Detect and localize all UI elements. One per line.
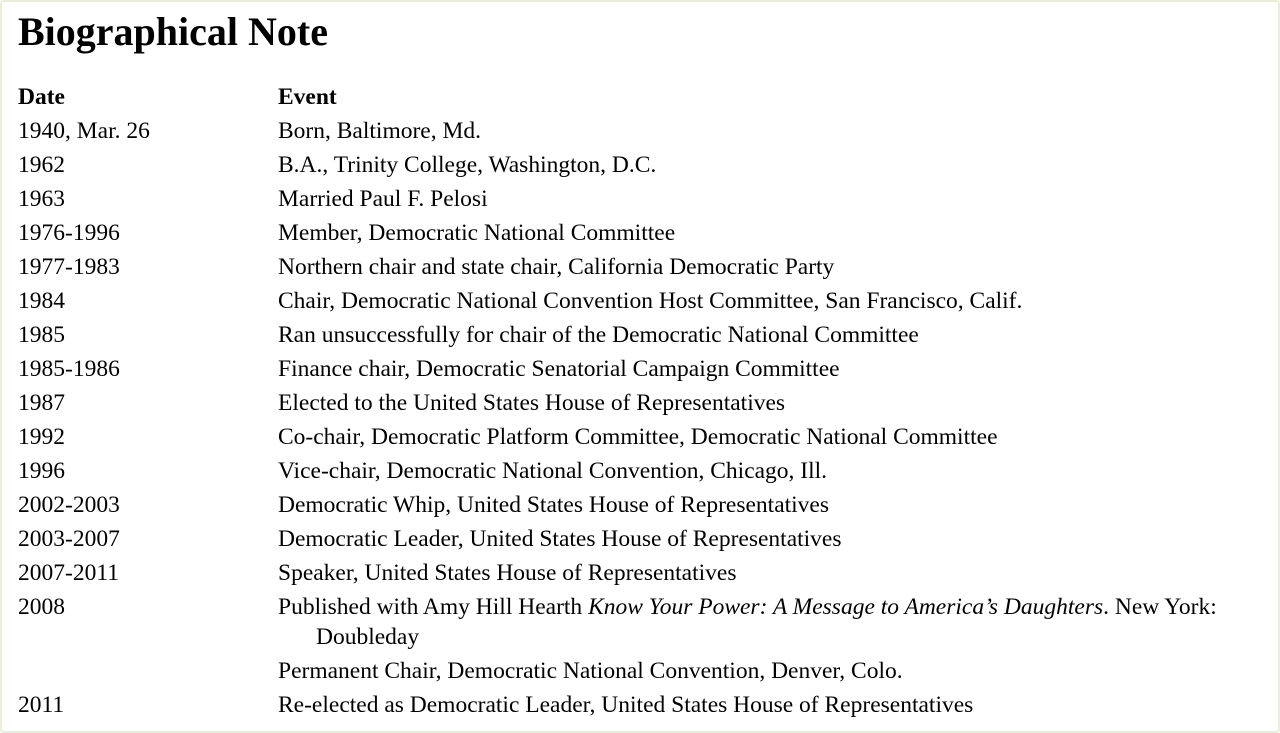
date-cell: 1976-1996 bbox=[18, 220, 120, 246]
date-cell: 2002-2003 bbox=[18, 492, 120, 518]
table-row bbox=[18, 114, 1268, 148]
event-entry: B.A., Trinity College, Washington, D.C. bbox=[278, 152, 657, 178]
table-row bbox=[18, 556, 1268, 590]
event-entry: Northern chair and state chair, California Democratic Party bbox=[278, 254, 835, 280]
table-header-row bbox=[18, 80, 1268, 114]
event-entry: Speaker, United States House of Representatives bbox=[278, 560, 737, 586]
chronology-table bbox=[18, 80, 1268, 722]
event-entry: Chair, Democratic National Convention Host Committee, San Francisco, Calif. bbox=[278, 288, 1023, 314]
chronology-rows bbox=[18, 114, 1268, 722]
event-cell bbox=[278, 352, 1268, 386]
date-cell: 1985-1986 bbox=[18, 356, 120, 382]
event-text-prefix: Published with Amy Hill Hearth bbox=[278, 594, 589, 620]
event-cell bbox=[278, 420, 1268, 454]
date-cell: 1985 bbox=[18, 322, 65, 348]
table-row bbox=[18, 352, 1268, 386]
event-cell bbox=[278, 522, 1268, 556]
event-entry bbox=[278, 590, 1268, 654]
date-cell: 1977-1983 bbox=[18, 254, 120, 280]
event-cell bbox=[278, 216, 1268, 250]
date-cell: 1992 bbox=[18, 424, 65, 450]
table-row bbox=[18, 148, 1268, 182]
date-cell: 1940, Mar. 26 bbox=[18, 118, 150, 144]
table-row bbox=[18, 386, 1268, 420]
event-entry: Re-elected as Democratic Leader, United States House of Representatives bbox=[278, 692, 974, 718]
event-cell bbox=[278, 556, 1268, 590]
table-row bbox=[18, 522, 1268, 556]
table-row bbox=[18, 250, 1268, 284]
event-entry: Finance chair, Democratic Senatorial Campaign Committee bbox=[278, 356, 840, 382]
table-row bbox=[18, 284, 1268, 318]
event-cell bbox=[278, 386, 1268, 420]
event-cell bbox=[278, 488, 1268, 522]
date-column-header: Date bbox=[18, 84, 65, 110]
table-row bbox=[18, 454, 1268, 488]
event-cell bbox=[278, 454, 1268, 488]
event-entry: Democratic Leader, United States House of Representatives bbox=[278, 526, 842, 552]
date-cell: 1996 bbox=[18, 458, 65, 484]
table-row bbox=[18, 318, 1268, 352]
table-row bbox=[18, 216, 1268, 250]
date-cell: 1963 bbox=[18, 186, 65, 212]
date-cell: 1962 bbox=[18, 152, 65, 178]
event-entry: Vice-chair, Democratic National Convention, Chicago, Ill. bbox=[278, 458, 828, 484]
event-entry: Married Paul F. Pelosi bbox=[278, 186, 488, 212]
event-cell bbox=[278, 590, 1268, 688]
date-cell: 2007-2011 bbox=[18, 560, 119, 586]
table-row bbox=[18, 590, 1268, 688]
event-entry: Democratic Whip, United States House of Representatives bbox=[278, 492, 830, 518]
event-entry: Member, Democratic National Committee bbox=[278, 220, 676, 246]
publication-title: Know Your Power: A Message to America’s Daughters bbox=[588, 594, 1104, 620]
event-entry: Elected to the United States House of Representatives bbox=[278, 390, 786, 416]
date-cell: 2003-2007 bbox=[18, 526, 120, 552]
event-cell bbox=[278, 318, 1268, 352]
table-row bbox=[18, 182, 1268, 216]
table-row bbox=[18, 688, 1268, 722]
event-entry: Permanent Chair, Democratic National Convention, Denver, Colo. bbox=[278, 658, 903, 684]
event-cell bbox=[278, 148, 1268, 182]
table-row bbox=[18, 420, 1268, 454]
event-cell bbox=[278, 250, 1268, 284]
event-entry: Co-chair, Democratic Platform Committee, Democratic National Committee bbox=[278, 424, 998, 450]
event-cell bbox=[278, 688, 1268, 722]
event-cell bbox=[278, 182, 1268, 216]
event-entry: Born, Baltimore, Md. bbox=[278, 118, 481, 144]
date-cell: 2008 bbox=[18, 594, 65, 620]
event-entry: Ran unsuccessfully for chair of the Democratic National Committee bbox=[278, 322, 919, 348]
event-cell bbox=[278, 284, 1268, 318]
event-text-suffix: . New York: Doubleday bbox=[316, 594, 1217, 650]
date-cell: 1984 bbox=[18, 288, 65, 314]
event-column-header: Event bbox=[278, 84, 337, 110]
table-row bbox=[18, 488, 1268, 522]
page-title: Biographical Note bbox=[18, 9, 328, 54]
date-cell: 1987 bbox=[18, 390, 65, 416]
date-cell: 2011 bbox=[18, 692, 65, 718]
event-cell bbox=[278, 114, 1268, 148]
